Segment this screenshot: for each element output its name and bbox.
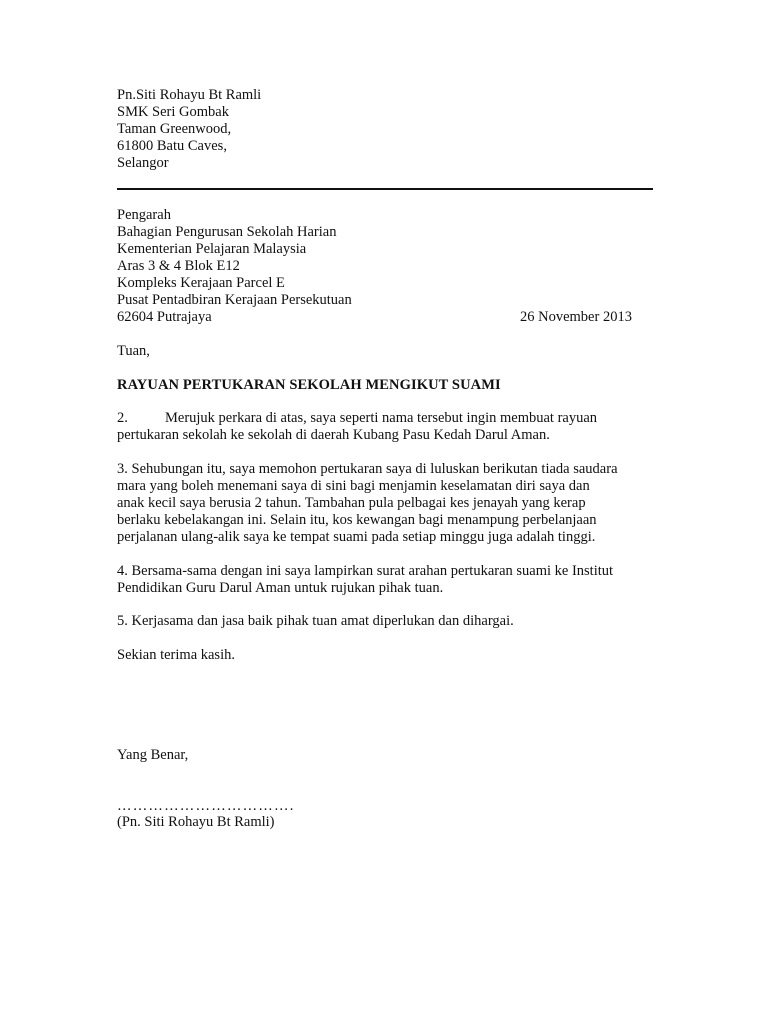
- paragraph-3-line-2: mara yang boleh menemani saya di sini bagi menjamin keselamatan diri saya dan: [117, 478, 590, 494]
- paragraph-4-line-1: 4. Bersama-sama dengan ini saya lampirkan surat arahan pertukaran suami ke Institut: [117, 563, 614, 579]
- recipient-line-5: Kompleks Kerajaan Parcel E: [117, 275, 285, 291]
- paragraph-2-number: 2.: [117, 410, 128, 426]
- recipient-line-1: Pengarah: [117, 207, 171, 223]
- paragraph-3-line-3: anak kecil saya berusia 2 tahun. Tambahan pula pelbagai kes jenayah yang kerap: [117, 495, 586, 511]
- closing-remark: Sekian terima kasih.: [117, 647, 235, 663]
- letter-subject: RAYUAN PERTUKARAN SEKOLAH MENGIKUT SUAMI: [117, 377, 501, 393]
- sign-off: Yang Benar,: [117, 747, 189, 763]
- recipient-line-2: Bahagian Pengurusan Sekolah Harian: [117, 224, 337, 240]
- signature-line: …………………………….: [117, 798, 295, 814]
- recipient-line-4: Aras 3 & 4 Blok E12: [117, 258, 240, 274]
- paragraph-4-line-2: Pendidikan Guru Darul Aman untuk rujukan pihak tuan.: [117, 580, 444, 596]
- recipient-line-7: 62604 Putrajaya: [117, 309, 212, 325]
- salutation: Tuan,: [117, 343, 150, 359]
- paragraph-2-line-2: pertukaran sekolah ke sekolah di daerah Kubang Pasu Kedah Darul Aman.: [117, 427, 550, 443]
- recipient-line-6: Pusat Pentadbiran Kerajaan Persekutuan: [117, 292, 352, 308]
- paragraph-2-line-1: [117, 410, 597, 427]
- sender-school: SMK Seri Gombak: [117, 104, 229, 120]
- recipient-line-3: Kementerian Pelajaran Malaysia: [117, 241, 307, 257]
- paragraph-5-line-1: 5. Kerjasama dan jasa baik pihak tuan amat diperlukan dan dihargai.: [117, 613, 514, 629]
- paragraph-3-line-1: 3. Sehubungan itu, saya memohon pertukaran saya di luluskan berikutan tiada saudara: [117, 461, 618, 477]
- paragraph-3-line-5: perjalanan ulang-alik saya ke tempat suami pada setiap minggu juga adalah tinggi.: [117, 529, 596, 545]
- sender-name: Pn.Siti Rohayu Bt Ramli: [117, 87, 262, 103]
- signature-name: (Pn. Siti Rohayu Bt Ramli): [117, 814, 275, 830]
- paragraph-2-text: Merujuk perkara di atas, saya seperti nama tersebut ingin membuat rayuan: [165, 410, 598, 426]
- sender-address-2: 61800 Batu Caves,: [117, 138, 227, 154]
- sender-address-1: Taman Greenwood,: [117, 121, 232, 137]
- sender-state: Selangor: [117, 155, 169, 171]
- header-divider: [117, 188, 653, 190]
- paragraph-3-line-4: berlaku kebelakangan ini. Selain itu, kos kewangan bagi menampung perbelanjaan: [117, 512, 597, 528]
- letter-date: 26 November 2013: [520, 309, 632, 325]
